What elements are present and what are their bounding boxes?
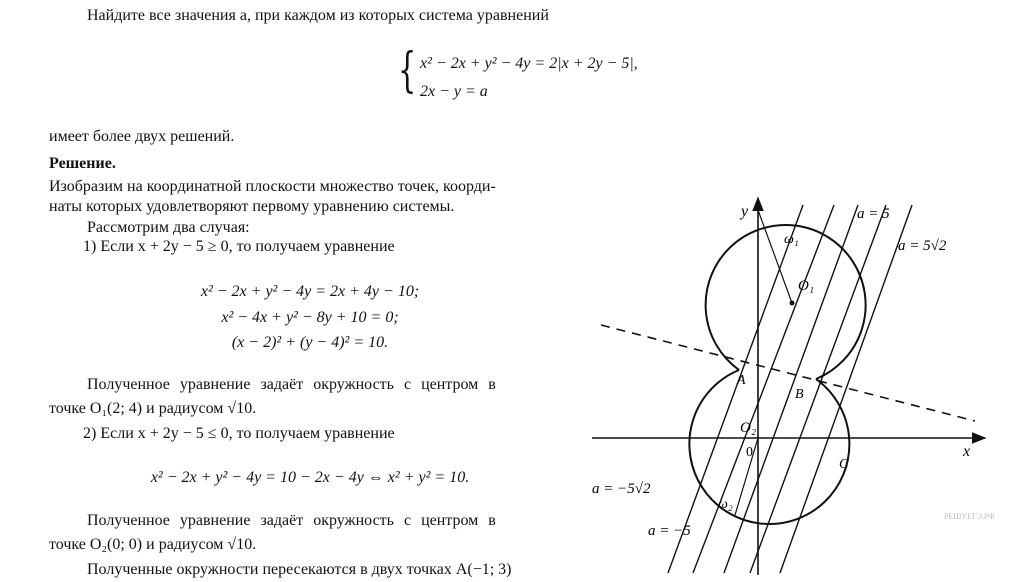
case-1-equation-1: x² − 2x + y² − 4y = 2x + 4y − 10; xyxy=(200,283,420,300)
system-equation-1: x² − 2x + y² − 4y = 2|x + 2y − 5|, xyxy=(420,55,638,72)
intersection-line: Полученные окружности пересекаются в двух точках A(−1; 3) xyxy=(87,561,512,578)
label-point-c: C xyxy=(839,457,849,472)
solution-paragraph-1-line-1: Изобразим на координатной плоскости множество точек, коорди- xyxy=(49,178,496,195)
solution-paragraph-1-line-2: наты которых удовлетворяют первому уравнению системы. xyxy=(49,198,455,215)
parameter-line xyxy=(724,205,858,573)
dashed-boundary-line xyxy=(601,325,975,421)
problem-outro: имеет более двух решений. xyxy=(49,128,235,145)
label-o1: O₁ xyxy=(798,278,815,294)
case-2-result-line-2: точке O₂(0; 0) и радиусом √10. xyxy=(49,536,257,553)
center-o1-point xyxy=(790,301,795,306)
label-omega-2: ω₂ xyxy=(718,497,733,512)
label-o2: O₂ xyxy=(740,420,757,436)
case-1-equation-2: x² − 4x + y² − 8y + 10 = 0; xyxy=(221,309,399,326)
problem-intro: Найдите все значения a, при каждом из которых система уравнений xyxy=(87,7,549,24)
case-2-condition: 2) Если x + 2y − 5 ≤ 0, то получаем уравнение xyxy=(83,425,395,442)
label-a-eq-minus-5sqrt2: a = −5√2 xyxy=(592,481,651,497)
y-axis-label: y xyxy=(741,203,749,220)
case-1-condition: 1) Если x + 2y − 5 ≥ 0, то получаем уравнение xyxy=(83,238,395,255)
parameter-line xyxy=(668,205,803,573)
label-a-eq-minus-5: a = −5 xyxy=(648,523,691,539)
x-axis-label: x xyxy=(963,443,971,460)
case-2-equation: x² − 2x + y² − 4y = 10 − 2x − 4y ⇔ x² + y² = 10. xyxy=(150,469,470,486)
case-2-result-line-1: Полученное уравнение задаёт окружность с центром в xyxy=(87,512,496,529)
solution-paragraph-2: Рассмотрим два случая: xyxy=(87,219,250,236)
label-point-b: B xyxy=(795,387,804,402)
origin-label: 0 xyxy=(746,445,753,460)
label-point-a: A xyxy=(737,373,746,388)
system-equation-2: 2x − y = a xyxy=(420,83,488,100)
parameter-line xyxy=(750,205,886,573)
label-omega-1: ω₁ xyxy=(784,232,799,247)
label-a-eq-5: a = 5 xyxy=(857,206,890,222)
case-1-result-line-1: Полученное уравнение задаёт окружность с центром в xyxy=(87,376,496,393)
radius-o1 xyxy=(758,210,792,303)
solution-heading: Решение. xyxy=(49,155,116,172)
parameter-lines xyxy=(668,205,912,573)
parameter-line xyxy=(693,205,834,573)
system-brace: { xyxy=(398,42,417,98)
case-1-equation-3: (x − 2)² + (y − 4)² = 10. xyxy=(231,334,389,351)
case-1-result-line-2: точке O₁(2; 4) и радиусом √10. xyxy=(49,400,257,417)
label-a-eq-5sqrt2: a = 5√2 xyxy=(898,238,947,254)
watermark: РЕШУЕГЭ.РФ xyxy=(944,512,995,521)
